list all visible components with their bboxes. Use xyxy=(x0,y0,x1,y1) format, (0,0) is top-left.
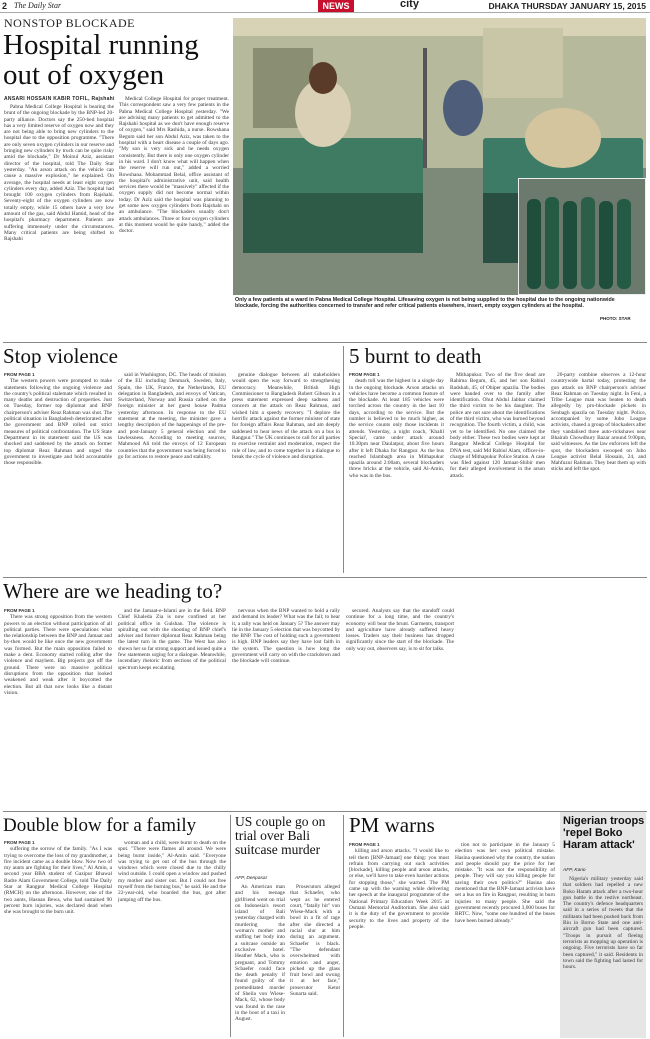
where-body-4: secured. Analysts say that the standoff could continue for a long time, and the country's economy will bear the brunt. Garments, transport and agriculture have already suffered heavy losses. Traders say their business has dropped significantly since the start of the blockade. The only way out, observers say, is to sit for talks. xyxy=(346,608,454,652)
section-city: city xyxy=(400,0,419,10)
cylinders-graphic xyxy=(519,179,646,295)
divider xyxy=(3,342,647,343)
section-badge: NEWS xyxy=(318,0,354,12)
photo-caption: Only a few patients at a ward in Pabna Medical College Hospital. Lifesaving oxygen is not being supplied to the hospital due to the ongoing nationwide blockade, forcing the authorities concerned to transfer and refer critical patients elsewhere, insert, empty oxygen cylinders at the hospital. xyxy=(235,297,615,310)
masthead: The Daily Star xyxy=(14,1,62,10)
nigeria-headline: Nigerian troops 'repel Boko Haram attack' xyxy=(563,815,645,851)
lead-headline-line2: out of oxygen xyxy=(3,58,165,91)
lead-headline-line1: Hospital running xyxy=(3,29,199,61)
hospital-ward-photo xyxy=(233,18,646,295)
stop-violence-column-1 xyxy=(4,372,112,572)
where-column-1 xyxy=(4,608,112,808)
burnt-body-3: 20-party combine observes a 12-hour countrywide hartal today, protesting the gun attack on BNP chairperson's adviser Reaz Rahman on Tuesday night. In Feni, a Tribe League man was beaten to death allegedly by pro-blockade pickets in Senbagh upazila on Tuesday night. Police, accompanied by some Jubo League activists, chased a group of blockaders after they vandalised three auto-rickshaws near Bhairab Chowdhury Bazar around 9:00pm, said witnesses. As the law enforcers left the spot, the blockaders swooped on Jubo League activist Belal Hossain, 24, and Mahfuzur Rahman. They beat them up with sticks and left the spot. xyxy=(551,372,646,473)
oxygen-cylinders-inset xyxy=(518,178,646,295)
pm-warns-column-1 xyxy=(349,842,449,1036)
double-blow-column-2 xyxy=(118,840,226,1036)
divider xyxy=(3,811,647,812)
stop-violence-column-2 xyxy=(118,372,226,572)
from-page-label: FROM PAGE 1 xyxy=(4,840,35,845)
page-number: 2 xyxy=(2,1,8,11)
lead-byline: ANSARI HOSSAIN KABIR TOFIL, Rajshahi xyxy=(4,96,115,102)
double-blow-body-2: woman and a child, were burnt to death on the spot. "There were flames all around. We were being burnt inside," Al-Amin said. "Everyone was trying to get out of the bus through the windows which were closed due to the chilly wind outside. I could open a window and pushed my mother and sister out. But I could not free myself from the burning bus," he said. He and the 22-year-old, who boarded the bus, got after jumping off the bus. xyxy=(118,840,226,903)
double-blow-headline: Double blow for a family xyxy=(3,815,197,836)
stop-violence-body-1: The western powers were prompted to make statements following the ongoing violence and the country's political stalemate which resulted in many deaths and destruction of properties. Just on Tuesday, former top diplomat and BNP chairperson's adviser Reaz Rahman was shot. The political situation in Bangladesh deteriorated after the government and BNP rolled out strict measures of political confrontation. The US State Department in its statement said the US was shocked and saddened by the attack on former top diplomat Reaz Rahman and urged the government to investigate and hold accountable those responsible. xyxy=(4,378,112,467)
page-header xyxy=(0,0,650,13)
where-headline: Where are we heading to? xyxy=(3,579,223,603)
us-couple-column-2 xyxy=(290,884,340,1036)
double-blow-body-1: suffering the sorrow of the family. "As I was trying to overcome the loss of my grandmother, a fire incident came as a double blow. Now two of my aunts are fighting for their lives," Al Amin, a second year BBA student of Gazipur Bhawal Badre Alam Government College, told The Daily Star at Rangpur Medical College Hospital (RMCH) on the afternoon. However, one of the two aunts, Hasnan Bewa, who had sustained 90 percent burn injuries, was declared dead when she was brought to the burn unit. xyxy=(4,846,112,916)
double-blow-column-1 xyxy=(4,840,112,1036)
us-couple-source: AFP, Denpasar xyxy=(235,876,268,881)
burnt-body-1: death toll was the highest in a single day in the ongoing blockade. Arson attacks on vehicles have become a common feature of the blockade. At least 185 vehicles were torched across the country in the last 10 days, according to the service. But the number is believed to be much higher, as the service counts only those incidents it attends. Yesterday, a night coach, 'Khalil Special', came under attack around 10.30pm near Daulatpur, about five hours after it left Dhaka for Rangpur. As the bus reached Islambagh area in Mithapukur upazila around 2:00am, several blockaders threw bricks at the vehicle, said Al-Amin, who was in the bus. xyxy=(349,378,444,479)
stop-violence-body-3: genuine dialogue between all stakeholders would open the way forward to strengthening democracy. Meanwhile, British High Commissioner to Bangladesh Robert Gibson in a press statement expressed deep sadness and concern at the attack on Reaz Rahman, and wished him a speedy recovery. "I deplore the horrific attack against the former minister of state for foreign affairs Reaz Rahman, and am deeply saddened to hear news of the attack on a bus in Rangpur." The UK continues to call for all parties to exercise restraint and moderation, respect the rule of law, and to come together in a dialogue to break the cycle of violence and disruption. xyxy=(232,372,340,460)
burnt-column-1 xyxy=(349,372,444,572)
divider xyxy=(343,815,344,1037)
from-page-label: FROM PAGE 1 xyxy=(4,608,35,613)
where-body-3: nervous when the BNP wanted to hold a rally and demand its leader? What was the fail; to hear it, a rally was held on January 5? The answer may lie in the January 5 election that was boycotted by the BNP. The cost of holding such a government is high. BNP leaders say they have lost faith in the system. The question is how long the government will carry on with the crackdown and the blockade will continue. xyxy=(232,608,340,665)
us-couple-body-2: Prosecutors alleged that Schaefer, who wept as he entered court, "fatally hit" von Wiese-Mack with a bowl in a fit of rage after she directed a racial slur at him during an argument. Schaefer is black. "The defendant overwhelmed with emotion and anger, picked up the glass fruit bowl and swung it at her face," prosecutor Ketut Sunarta said. xyxy=(290,884,340,998)
burnt-headline: 5 burnt to death xyxy=(349,344,482,368)
nigeria-column-1 xyxy=(563,876,643,1036)
pm-warns-body-1: killing and arson attacks. "I would like to tell them [BNP-Jamaat] one thing: you must refrain from carrying out such activities [blockade], killing people and arson attacks, or else, we'll have to take even harsher actions for stopping those," she warned. The PM came up with the warning while delivering her speech at the inaugural programme of the National Primary Education Week 2015 at Osmani Memorial Auditorium. She also said it is the duty of the government to provide security to the lives and property of the people. xyxy=(349,848,449,930)
lead-column-2 xyxy=(119,96,229,340)
lead-column-1 xyxy=(4,104,114,340)
where-column-2 xyxy=(118,608,226,808)
from-page-label: FROM PAGE 1 xyxy=(349,842,380,847)
nigeria-body-1: Nigeria's military yesterday said that soldiers had repelled a new Boko Haram attack after a two-hour gun battle in the restive northeast. The country's defence headquarters said in a series of tweets that the militants had been pushed back from Biu in Borno State and one anti-aircraft gun had been captured. "Troops in pursuit of fleeing terrorists as mopping up operation is ongoing. Five terrorists have so far been captured," it said. Residents in town said the fighting had lasted for hours. xyxy=(563,876,643,971)
divider xyxy=(343,346,344,573)
photo-credit: PHOTO: STAR xyxy=(600,316,631,321)
burnt-column-3 xyxy=(551,372,646,572)
burnt-column-2 xyxy=(450,372,545,572)
us-couple-body-1: An American man and his teenage girlfriend went on trial on Indonesia's resort island of Bali yesterday charged with murdering the woman's mother and stuffing her body into a suitcase outside an exclusive hotel. Heather Mack, who is pregnant, and Tommy Schaefer could face the death penalty if found guilty of the premeditated murder of Sheila von Wiese-Mack, 62, whose body was found in the case in the boot of a taxi in August. xyxy=(235,884,285,1023)
lead-body-1: Pabna Medical College Hospital is bearing the brunt of the ongoing blockade by the BNP-led 20-party alliance. Doctors say the 250-bed hospital has a very limited reserve of oxygen now and they are not being able to bring new cylinders to the hospital due to the opposition programme. "There are only seven oxygen cylinders in our reserve and bringing new cylinders by truck can be quite risky amid the blockade," Dr Moinul Aziz, assistant director of the hospital, told The Daily Star yesterday. "An arson attack on the vehicle can cause a massive explosion," he explained. On average, the hospital needs at least eight oxygen cylinders every day, added Aziz. The hospital had brought 100 oxygen cylinders from Rajshahi. Seventy-eight of the oxygen cylinders are now totally empty, while 15 others have a very low amount of the gas, said Abdul Hamid, head of the hospital's pharmacy department. Patients are suffering immensely under the circumstances. Many critical patients are being shifted to Rajshahi xyxy=(4,104,114,243)
stop-violence-headline: Stop violence xyxy=(3,344,118,368)
us-couple-column-1 xyxy=(235,884,285,1036)
divider xyxy=(230,815,231,1037)
where-column-3 xyxy=(232,608,340,808)
where-body-2: and the Jamaat-e-Islami are in the field. BNP Chief Khaleda Zia is now confined at her political office in Gulshan. The violence is spiralling out with the shooting of BNP chief's adviser and former diplomat Reaz Rahman being the latest turn in the game. The West has also shown her so far strong support and issued quite a few statements urging for a dialogue. Meanwhile, incendiary rhetoric from sections of the political spectrum keeps escalating. xyxy=(118,608,226,671)
nigeria-source: AFP, Kano xyxy=(563,868,586,873)
lead-headline xyxy=(3,31,231,90)
from-page-label: FROM PAGE 1 xyxy=(349,372,380,377)
stop-violence-column-3 xyxy=(232,372,340,572)
burnt-body-2: Mithapukur. Two of the five dead are Rahima Begum, 45, and her son Rabiul Badshah, 45, of Ohiper upazila. The bodies were handed over to the family after identification. Ohut Abdul Jabbar claimed the third victim to be his daughter. The police are not sure about the identifications of the third victim, who was burned beyond recognition. The fourth victim, a child, was yet to be identified. No one claimed the body either. These two bodies were kept at Rangpur Medical College Hospital for DNA test, said Md Rabiul Alam, officer-in-charge of Mithapukur Police Station. A case was filed against 120 Jamaat-Shibir men for their alleged involvement in the arson attack. xyxy=(450,372,545,479)
lead-body-2: Medical College Hospital for proper treatment. This correspondent saw a very few patients in the Pabna Medical College Hospital yesterday. "We are advising many patients to get admitted to the Rajshahi hospital as we don't have enough reserve of oxygen," said Mrs Rashida, a nurse. Rowshana Begum said her son Abdul Aziz, was taken to the hospital with a heart disease a couple of days ago. "My son is very sick and he needs oxygen consistently. But there is only one oxygen cylinder in his ward. I don't know what will happen when the reserve will run out," added a worried Rowshana. Mohammad Belal, office assistant of the hospital's administrative unit, said health services there would be "massively" affected if the oxygen supply did not become normal within today. Dr Aziz said the hospital was planning to get some new oxygen cylinders from Rajshahi on an ambulance. "The blockaders usually don't attack ambulances. Three or four oxygen cylinders at this moment would be quite handy," added the doctor. xyxy=(119,96,229,235)
from-page-label: FROM PAGE 1 xyxy=(4,372,35,377)
pm-warns-column-2 xyxy=(455,842,555,1036)
us-couple-headline: US couple go on trial over Bali suitcase murder xyxy=(235,814,326,857)
lead-kicker: NONSTOP BLOCKADE xyxy=(4,16,136,30)
pm-warns-body-2: tion not to participate in the January 5 election was her own political mistake. Hasina questioned why the country, the nation and people should pay the price for her mistake. "It was not the responsibility of people. They will say you killing people for saving their own politics?" Hasina also mentioned that the BNP-Jamaat activists have set a bus on fire in Rangpur, resulting in burn injuries to many people. She said the government recently procured 3,000 buses for BRTC. Now, "some one hundred of the buses have been burned already." xyxy=(455,842,555,924)
dateline: DHAKA THURSDAY JANUARY 15, 2015 xyxy=(488,1,646,11)
where-body-1: There was strong opposition from the western powers to an election without participation of all political parties. There were speculations what the relationship between the BNP and Jamaat and by-then would be like once the new government was formed. But the main opposition failed to make a dent. Economy started rolling after the violence and mayhem. Big projects got off the ground. There were no massive political disruptions from the opposition that looked weakened and weak after it boycotted the election. But all that now looks like a distant vision. xyxy=(4,614,112,696)
divider xyxy=(3,577,647,578)
where-column-4 xyxy=(346,608,454,808)
stop-violence-body-2: said in Washington, DC. The heads of mission of the EU including Denmark, Sweden, Italy, Spain, the UK, France, the Netherlands, EU delegation in Bangladesh, and envoys of Vatican, Switzerland, Norway and Russia called on the foreign minister at her guest house Padma yesterday afternoon. In response to the EU statement at the meeting, the minister gave a lengthy description of the happenings of the pre- and post-January 5 general election and the lawlessness. According to meeting sources, Mahmood Ali told the envoys of 12 European countries that the government was being forced to go for actions to restore peace and stability. xyxy=(118,372,226,460)
pm-warns-headline: PM warns xyxy=(349,813,435,837)
